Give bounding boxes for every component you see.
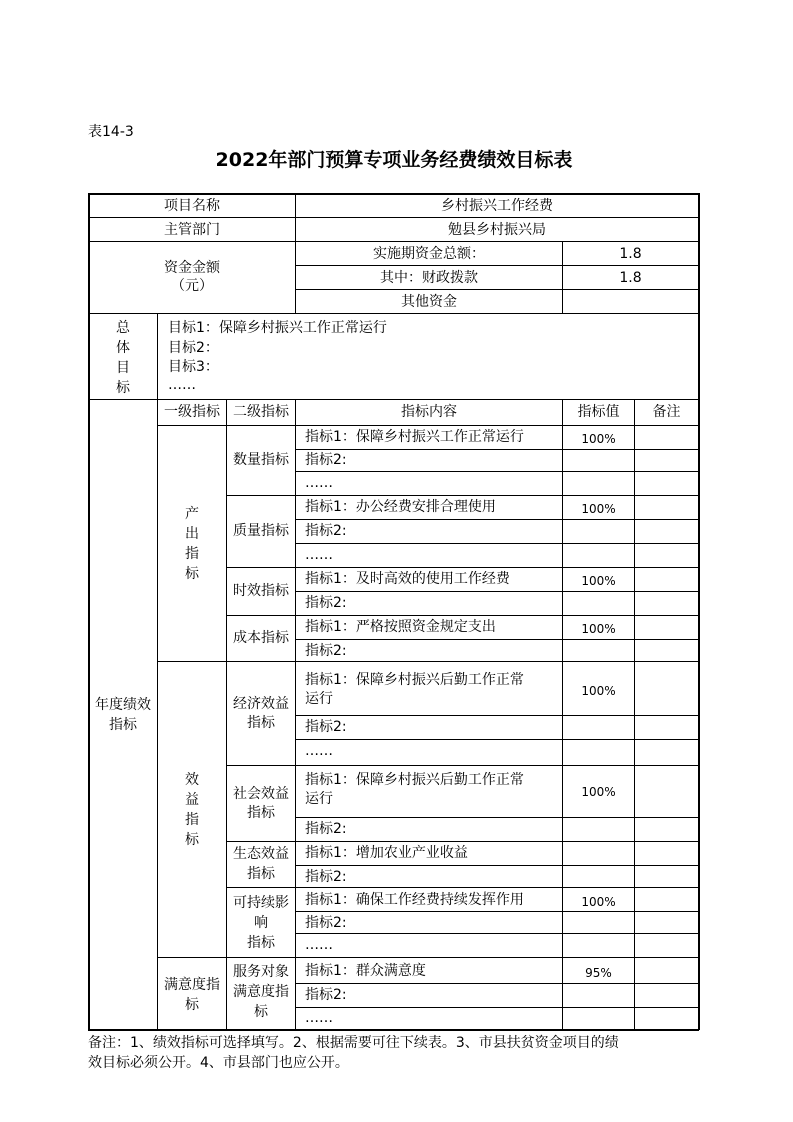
indicator-row: 指标2: [305, 719, 347, 735]
output-label-char: 指 [185, 546, 199, 562]
quantity-indicator-label: 数量指标 [233, 452, 289, 468]
indicator-value: 95% [585, 966, 612, 980]
overall-label-char: 标 [116, 380, 130, 396]
indicator-row: 指标1：保障乡村振兴工作正常运行 [305, 429, 524, 445]
service-satisfaction-label: 服务对象 [233, 964, 289, 980]
indicator-value: 100% [581, 574, 616, 588]
indicator-row: …… [305, 743, 333, 759]
total-funds-value: 1.8 [619, 246, 642, 262]
indicator-row: 指标2: [305, 452, 347, 468]
overall-objective-line: 目标1：保障乡村振兴工作正常运行 [168, 320, 387, 336]
other-funds-label: 其他资金 [401, 294, 457, 310]
indicator-row: 指标1：及时高效的使用工作经费 [305, 571, 510, 587]
indicator-row: …… [305, 937, 333, 953]
sustainable-indicator-label: 可持续影 [233, 895, 289, 911]
overall-objective-line: …… [168, 377, 196, 393]
department-label: 主管部门 [164, 222, 220, 238]
annual-label: 年度绩效 [95, 697, 151, 713]
footnote-line: 效目标必须公开。4、市县部门也应公开。 [88, 1055, 349, 1071]
cost-indicator-label: 成本指标 [233, 630, 289, 646]
sustainable-indicator-label-2: 响 [254, 915, 268, 931]
footnote-line: 备注：1、绩效指标可选择填写。2、根据需要可往下续表。3、市县扶贫资金项目的绩 [88, 1035, 619, 1051]
page-title: 2022年部门预算专项业务经费绩效目标表 [215, 149, 573, 171]
department-value: 勉县乡村振兴局 [448, 222, 546, 238]
service-satisfaction-label-2: 满意度指 [233, 984, 289, 1000]
total-funds-label: 实施期资金总额： [373, 246, 485, 262]
header-level2: 二级指标 [233, 404, 289, 420]
benefit-label-char: 标 [185, 832, 199, 848]
indicator-row: 指标1：保障乡村振兴后勤工作正常 [305, 772, 524, 788]
indicator-row: 指标2: [305, 987, 347, 1003]
overall-label-char: 体 [116, 340, 130, 356]
indicator-row: 指标2: [305, 523, 347, 539]
timeliness-indicator-label: 时效指标 [233, 583, 289, 599]
output-label-char: 标 [185, 566, 199, 582]
header-value: 指标值 [577, 404, 620, 420]
indicator-value: 100% [581, 432, 616, 446]
indicator-value: 100% [581, 785, 616, 799]
overall-objective-line: 目标2： [168, 340, 219, 356]
overall-objective-line: 目标3： [168, 359, 219, 375]
indicator-row: 指标1：增加农业产业收益 [305, 845, 468, 861]
ecological-indicator-label-2: 指标 [247, 866, 275, 882]
indicator-row: 指标2: [305, 643, 347, 659]
quality-indicator-label: 质量指标 [233, 523, 289, 539]
indicator-row: …… [305, 1010, 333, 1026]
economic-indicator-label: 经济效益 [233, 696, 289, 712]
annual-label-2: 指标 [109, 717, 137, 733]
indicator-row: 指标1：保障乡村振兴后勤工作正常 [305, 672, 524, 688]
ecological-indicator-label: 生态效益 [233, 846, 289, 862]
indicator-value: 100% [581, 502, 616, 516]
indicator-row: …… [305, 547, 333, 563]
economic-indicator-label-2: 指标 [247, 715, 275, 731]
indicator-row-cont: 运行 [305, 791, 333, 807]
indicator-row: 指标1：确保工作经费持续发挥作用 [305, 892, 524, 908]
funds-unit: （元） [171, 278, 213, 294]
benefit-label-char: 益 [185, 792, 199, 808]
indicator-row: 指标2: [305, 595, 347, 611]
header-note: 备注 [652, 404, 681, 420]
indicator-row: 指标2: [305, 821, 347, 837]
service-satisfaction-label-3: 标 [254, 1004, 268, 1020]
satisfaction-label: 满意度指 [164, 977, 220, 993]
indicator-row: …… [305, 475, 333, 491]
fiscal-funds-label: 其中：财政拨款 [380, 270, 478, 286]
indicator-row: 指标2: [305, 869, 347, 885]
overall-label-char: 总 [116, 320, 130, 336]
social-indicator-label: 社会效益 [233, 786, 289, 802]
indicator-row-cont: 运行 [305, 691, 333, 707]
indicator-value: 100% [581, 684, 616, 698]
project-name-value: 乡村振兴工作经费 [441, 198, 553, 214]
indicator-row: 指标1：严格按照资金规定支出 [305, 619, 496, 635]
indicator-row: 指标1：群众满意度 [305, 963, 426, 979]
fiscal-funds-value: 1.8 [619, 270, 642, 286]
header-content: 指标内容 [401, 404, 457, 420]
header-level1: 一级指标 [164, 404, 220, 420]
indicator-row: 指标1：办公经费安排合理使用 [305, 499, 496, 515]
output-label-char: 产 [185, 506, 199, 522]
satisfaction-label-2: 标 [185, 997, 199, 1013]
project-name-label: 项目名称 [164, 198, 220, 214]
indicator-value: 100% [581, 895, 616, 909]
overall-label-char: 目 [116, 360, 130, 376]
sustainable-indicator-label-3: 指标 [247, 935, 275, 951]
funds-label: 资金金额 [164, 260, 220, 276]
indicator-row: 指标2: [305, 915, 347, 931]
social-indicator-label-2: 指标 [247, 805, 275, 821]
indicator-value: 100% [581, 622, 616, 636]
benefit-label-char: 效 [185, 772, 199, 788]
table-number: 表14-3 [88, 124, 134, 140]
benefit-label-char: 指 [185, 812, 199, 828]
output-label-char: 出 [185, 526, 199, 542]
